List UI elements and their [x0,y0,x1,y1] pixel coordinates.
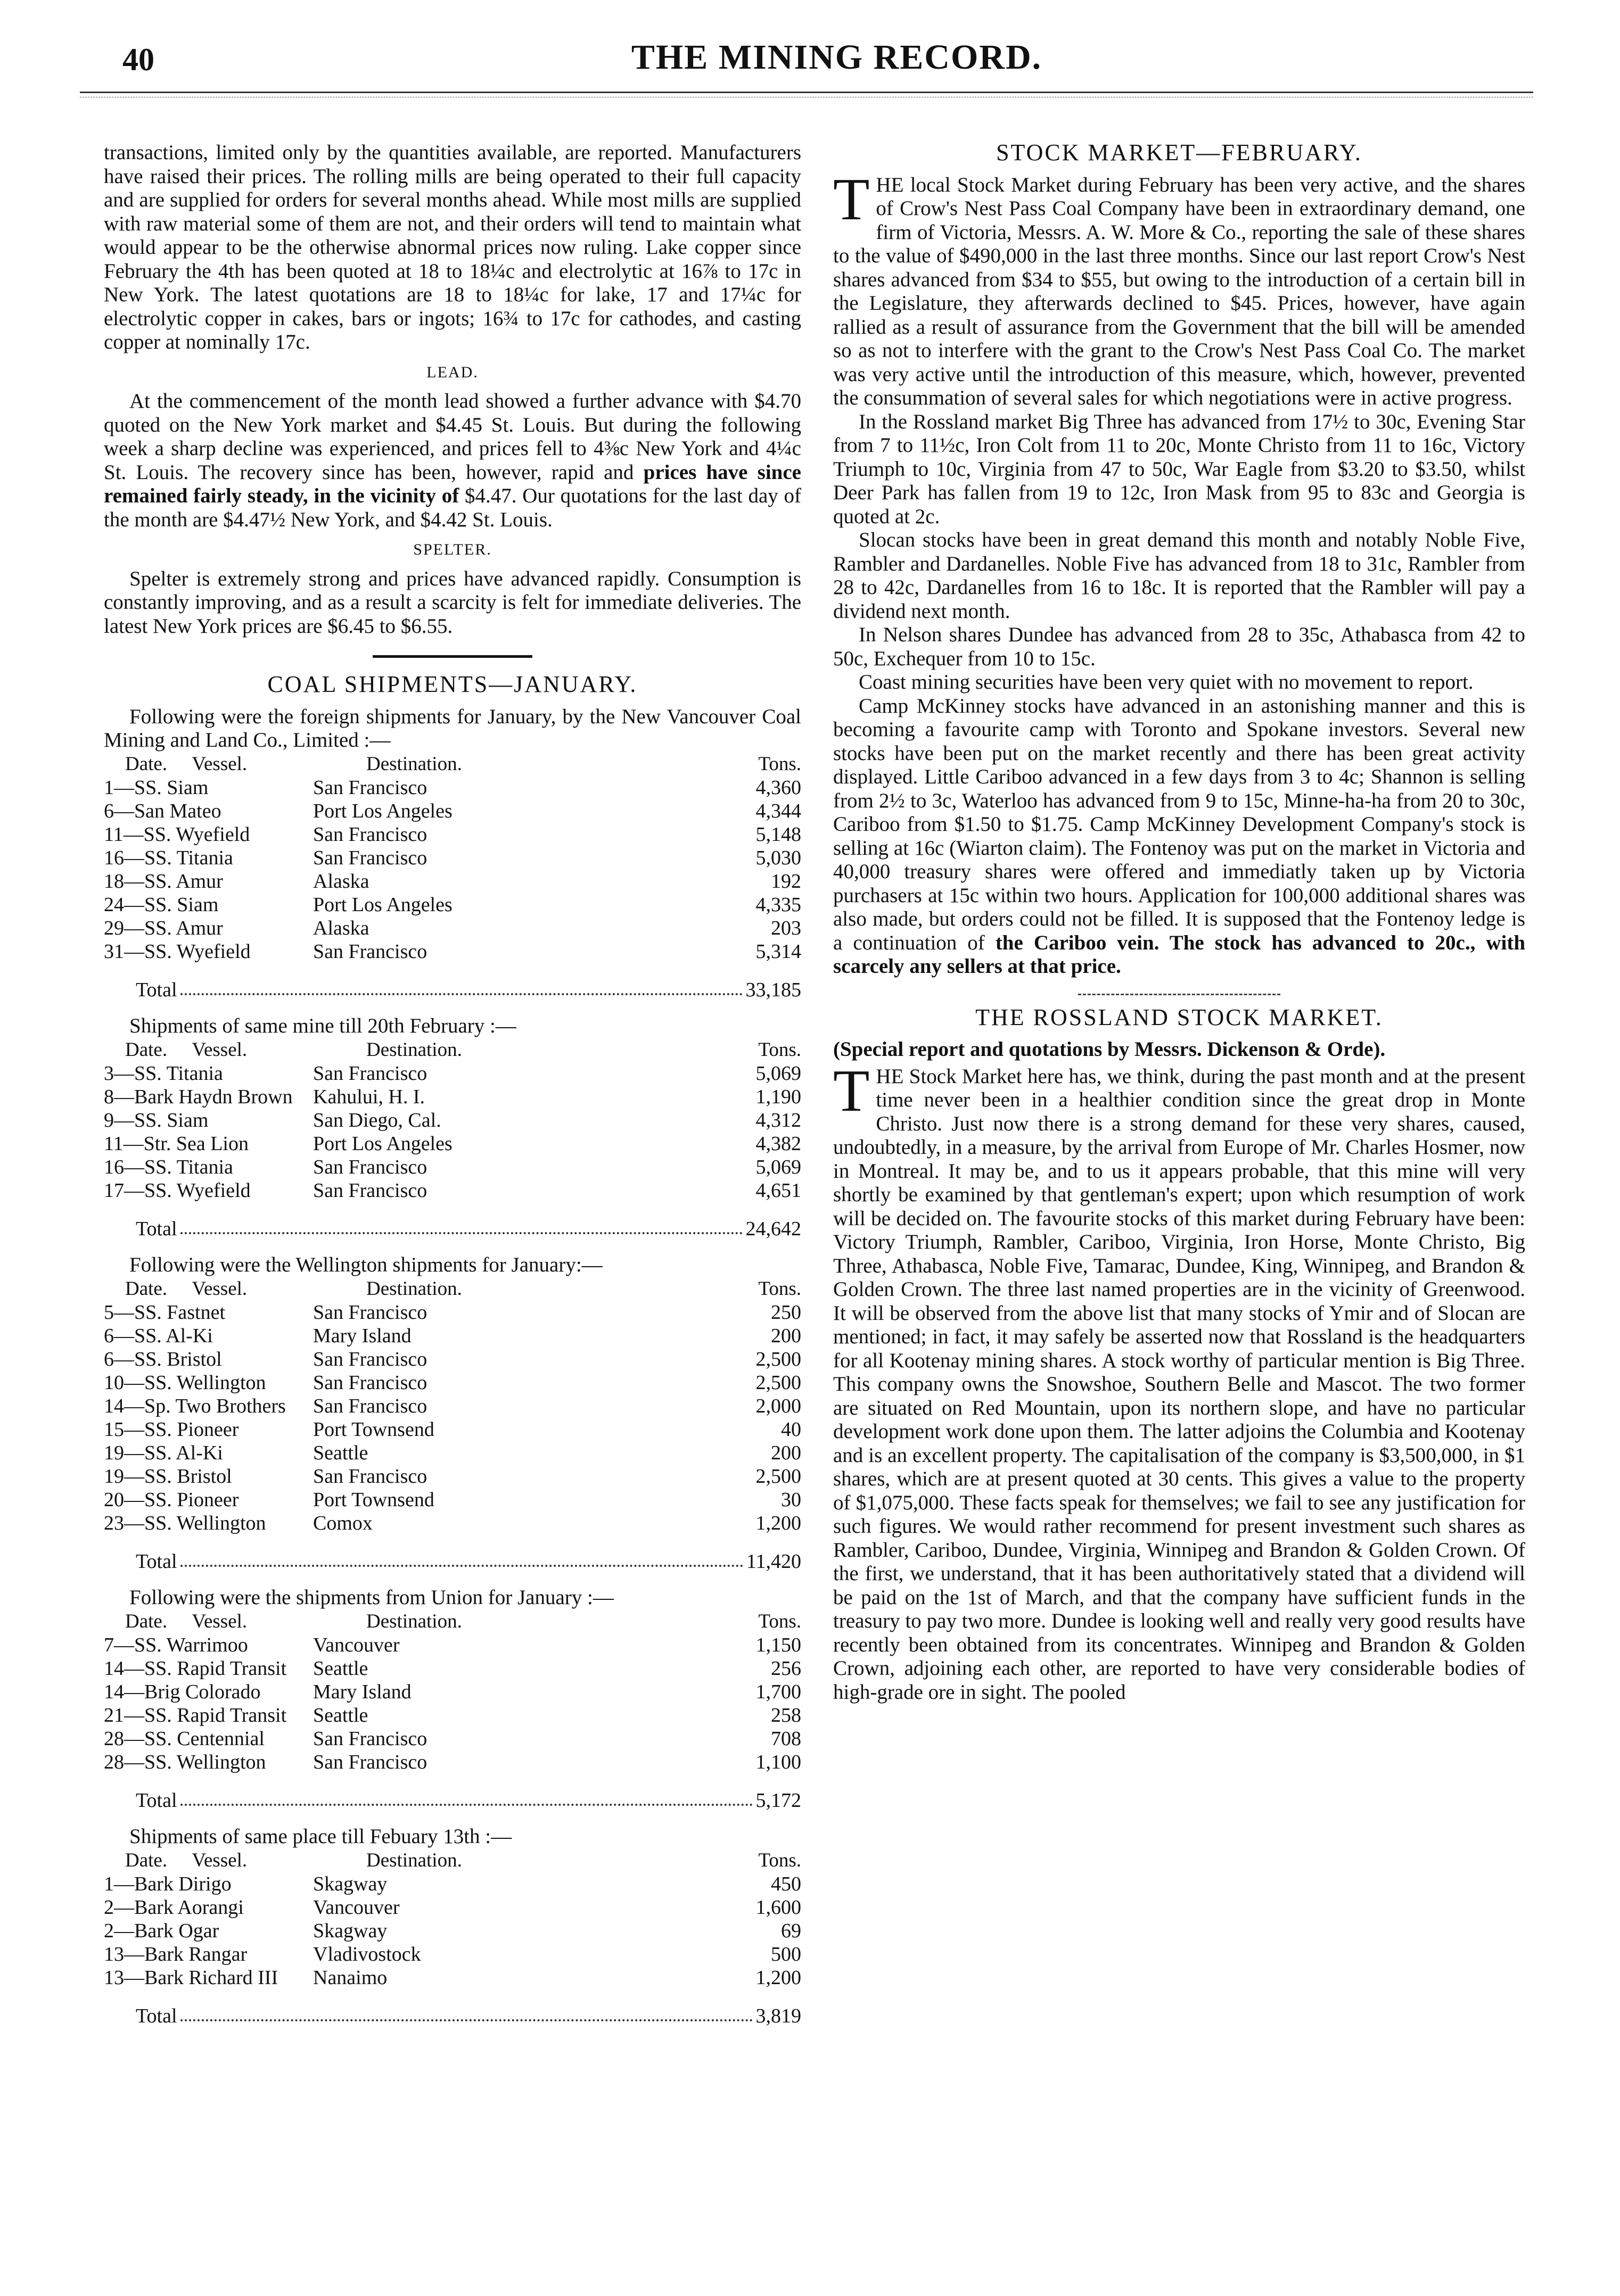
row-tons: 4,312 [755,1109,801,1132]
row-destination: Skagway [313,1872,388,1895]
lead-text: At the commencement of the month lead showed a further advance with $4.70 quoted on the New York market and $4.45 St. Louis. But during the following week a sharp decline was experienced, and prices fell to 4⅜c New York and 4¼c St. Louis. The recovery since has been, however, rapid and [104,390,801,484]
table-row [104,1657,801,1680]
col-tons: Tons. [758,1277,801,1300]
table-row [104,823,801,846]
row-destination: Port Townsend [313,1488,434,1511]
row-destination: San Francisco [313,940,427,963]
total-label: Total [136,1789,177,1812]
leader-dots [180,1550,743,1567]
union-january-table [104,1610,801,1774]
row-tons: 5,069 [755,1062,801,1085]
row-vessel: 14—Sp. Two Brothers [104,1394,286,1417]
row-tons: 500 [771,1943,801,1965]
row-destination: Vladivostock [313,1943,421,1965]
lead-heading: LEAD. [426,363,479,381]
new-vancouver-january-table [104,753,801,963]
row-vessel: 10—SS. Wellington [104,1371,266,1394]
col-date: Date. [125,753,168,775]
row-tons: 5,030 [755,846,801,869]
table-header-row [104,1849,801,1872]
union-february-table [104,1849,801,1989]
total-value: 11,420 [746,1550,801,1573]
row-destination: Mary Island [313,1324,412,1347]
table-row [104,1896,801,1919]
union-january-total [104,1789,801,1813]
col-vessel: Vessel. [192,1610,248,1632]
row-destination: Port Los Angeles [313,1132,453,1155]
row-vessel: 24—SS. Siam [104,893,219,916]
col-tons: Tons. [758,1038,801,1061]
row-tons: 4,344 [755,799,801,822]
total-value: 5,172 [755,1789,801,1812]
union-february-intro: Shipments of same place till Febuary 13th :— [129,1825,512,1848]
col-vessel: Vessel. [192,1038,248,1061]
row-vessel: 16—SS. Titania [104,846,233,869]
row-tons: 69 [781,1919,801,1942]
col-destination: Destination. [366,753,462,775]
table-row [104,1872,801,1896]
coal-intro: Following were the foreign shipments for January, by the New Vancouver Coal Mining and Land Co., Limited :— [104,705,801,751]
table-row [104,1465,801,1488]
row-tons: 200 [771,1324,801,1347]
row-vessel: 11—SS. Wyefield [104,823,250,846]
row-vessel: 15—SS. Pioneer [104,1418,239,1441]
row-vessel: 3—SS. Titania [104,1062,223,1085]
row-vessel: 11—Str. Sea Lion [104,1132,249,1155]
table-row [104,1727,801,1750]
row-vessel: 6—San Mateo [104,799,221,822]
row-tons: 2,000 [755,1394,801,1417]
table-row [104,1348,801,1371]
row-vessel: 28—SS. Wellington [104,1750,266,1773]
total-label: Total [136,1550,177,1573]
row-destination: Alaska [313,916,369,939]
table-row [104,799,801,823]
row-destination: Seattle [313,1704,368,1727]
table-row [104,940,801,963]
row-vessel: 1—Bark Dirigo [104,1872,232,1895]
table-row [104,1324,801,1348]
row-destination: Port Los Angeles [313,799,453,822]
row-destination: Port Townsend [313,1418,434,1441]
table-row [104,893,801,916]
row-destination: San Francisco [313,1465,427,1488]
row-destination: Alaska [313,870,369,893]
table-row [104,846,801,870]
row-tons: 2,500 [755,1465,801,1488]
row-destination: San Francisco [313,1301,427,1324]
page-header [122,37,1551,75]
col-date: Date. [125,1849,168,1871]
row-vessel: 19—SS. Bristol [104,1465,232,1488]
row-destination: San Francisco [313,1348,427,1370]
total-value: 3,819 [755,2004,801,2027]
stock-paragraph-2: In the Rossland market Big Three has advanced from 17½ to 30c, Evening Star from 7 to 11½c, Iron Colt from 11 to 20c, Monte Christo from 11 to 16c, Victory Triumph to 10c, Virginia from 47 to 50c, War Eagle from $3.20 to $3.50, whilst Deer Park has fallen from 19 to 12c, Iron Mask from 95 to 83c and Georgia is quoted at 2c. [833,410,1525,528]
row-vessel: 14—SS. Rapid Transit [104,1657,287,1680]
left-column [104,141,801,2028]
total-value: 24,642 [745,1217,801,1240]
row-vessel: 29—SS. Amur [104,916,223,939]
table-row [104,1966,801,1989]
col-vessel: Vessel. [192,753,248,775]
row-destination: San Francisco [313,1371,427,1394]
lead-text-end: $4.47. Our quotations for the last day of the month are $4.47½ New York, and $4.42 St. Louis. [104,484,801,531]
table-header-row [104,1038,801,1062]
row-tons: 5,148 [755,823,801,846]
lead-text-bold: prices have since remained fairly steady, in the vicinity of [104,460,801,507]
leader-dots [180,1217,743,1235]
row-vessel: 13—Bark Richard III [104,1966,278,1989]
col-date: Date. [125,1277,168,1300]
row-tons: 1,150 [755,1633,801,1656]
table-row [104,1394,801,1418]
col-tons: Tons. [758,1849,801,1871]
stock-paragraph-5: Coast mining securities have been very quiet with no movement to report. [859,671,1474,693]
table-row [104,870,801,893]
table-row [104,1919,801,1943]
row-vessel: 6—SS. Al-Ki [104,1324,213,1347]
row-tons: 1,190 [755,1085,801,1108]
table-row [104,1085,801,1109]
table-row [104,1704,801,1727]
row-tons: 203 [771,916,801,939]
table-row [104,1062,801,1085]
row-tons: 1,600 [755,1896,801,1919]
section-divider [373,655,532,658]
table-header-row [104,1277,801,1301]
row-tons: 30 [781,1488,801,1511]
row-destination: San Francisco [313,1727,427,1750]
col-destination: Destination. [366,1849,462,1871]
row-vessel: 16—SS. Titania [104,1155,233,1178]
stock-market-title: STOCK MARKET—FEBRUARY. [996,139,1362,166]
leader-dots [180,1789,753,1806]
wellington-table [104,1277,801,1535]
row-vessel: 2—Bark Ogar [104,1919,219,1942]
coal-shipments-title: COAL SHIPMENTS—JANUARY. [267,671,638,697]
table-header-row [104,1610,801,1633]
row-tons: 708 [771,1727,801,1750]
row-vessel: 5—SS. Fastnet [104,1301,226,1324]
row-destination: Comox [313,1512,373,1534]
col-date: Date. [125,1610,168,1632]
row-tons: 192 [771,870,801,893]
row-tons: 1,700 [755,1680,801,1703]
leader-dots [180,978,743,996]
col-destination: Destination. [366,1038,462,1061]
spelter-paragraph: Spelter is extremely strong and prices have advanced rapidly. Consumption is constantly improving, and as a result a scarcity is felt for immediate deliveries. The latest New York prices are $6.45 to $6.55. [104,567,801,638]
row-destination: San Francisco [313,1750,427,1773]
copper-paragraph: transactions, limited only by the quantities available, are reported. Manufacturers have raised their prices. The rolling mills are being operated to their full capacity and are supplied for orders for several months ahead. While most mills are supplied with raw material some of them are not, and their orders will tend to maintain what would appear to be the otherwise abnormal prices now ruling. Lake copper since February the 4th has been quoted at 18 to 18¼c and electrolytic at 16⅞ to 17c in New York. The latest quotations are 18 to 18¼c for lake, 17 and 17¼c for electrolytic copper in cakes, bars or ingots; 16¾ to 17c for cathodes, and casting copper at nominally 17c. [104,141,801,353]
row-vessel: 2—Bark Aorangi [104,1896,244,1919]
row-vessel: 9—SS. Siam [104,1109,209,1132]
row-vessel: 7—SS. Warrimoo [104,1633,248,1656]
col-tons: Tons. [758,753,801,775]
row-tons: 4,382 [755,1132,801,1155]
section-divider [1078,994,1280,995]
row-vessel: 23—SS. Wellington [104,1512,266,1534]
new-vancouver-february-intro: Shipments of same mine till 20th February :— [129,1014,516,1037]
wellington-total [104,1550,801,1574]
col-vessel: Vessel. [192,1849,248,1871]
row-destination: Vancouver [313,1633,400,1656]
row-destination: Port Los Angeles [313,893,453,916]
col-tons: Tons. [758,1610,801,1632]
row-tons: 4,360 [755,776,801,799]
table-row [104,1132,801,1155]
row-destination: Nanaimo [313,1966,388,1989]
total-value: 33,185 [745,978,801,1001]
row-tons: 258 [771,1704,801,1727]
table-row [104,1301,801,1324]
row-destination: Vancouver [313,1896,400,1919]
row-vessel: 19—SS. Al-Ki [104,1441,223,1464]
row-vessel: 8—Bark Haydn Brown [104,1085,293,1108]
rossland-subtitle: (Special report and quotations by Messrs. Dickenson & Orde). [833,1038,1386,1061]
row-destination: San Diego, Cal. [313,1109,441,1132]
row-destination: San Francisco [313,1062,427,1085]
row-vessel: 13—Bark Rangar [104,1943,248,1965]
row-tons: 1,100 [755,1750,801,1773]
row-tons: 2,500 [755,1371,801,1394]
row-destination: San Francisco [313,846,427,869]
drop-cap: T [833,1058,870,1124]
row-tons: 2,500 [755,1348,801,1370]
row-tons: 5,069 [755,1155,801,1178]
rossland-title: THE ROSSLAND STOCK MARKET. [975,1004,1383,1030]
row-tons: 250 [771,1301,801,1324]
union-intro: Following were the shipments from Union for January :— [129,1586,614,1609]
table-row [104,1488,801,1512]
row-tons: 4,651 [755,1179,801,1202]
table-row [104,776,801,799]
new-vancouver-january-total [104,978,801,1002]
row-tons: 5,314 [755,940,801,963]
col-destination: Destination. [366,1610,462,1632]
rossland-paragraph-text: HE Stock Market here has, we think, during the past month and at the present time never been in a healthier condition since the great drop in Monte Christo. Just now there is a strong demand for these very shares, caused, undoubtedly, in a measure, by the arrival from Europe of Mr. Charles Hosmer, now in Montreal. It may be, and to us it appears probable, that this mine will very shortly be examined by that gentleman's expert; upon which resumption of work will be decided on. The favourite stocks of this market during February have been: Victory Triumph, Rambler, Cariboo, Virginia, Iron Horse, Monte Christo, Big Three, Athabasca, Noble Five, Tamarac, Dundee, King, Winnipeg, and Brandon & Golden Crown. The three last named properties are in the vicinity of Greenwood. It will be observed from the above list that many stocks of Ymir and of Slocan are mentioned; in fact, it may safely be asserted now that Rossland is the headquarters for all Kootenay mining shares. A stock worthy of particular mention is Big Three. This company owns the Snowshoe, Southern Belle and Mascot. The two former are situated on Red Mountain, upon its northern slope, and have no particular development work done upon them. The latter adjoins the Columbia and Kootenay and is an excellent property. The capitalisation of the company is $3,500,000, in $1 shares, which are at present quoted at 30 cents. This gives a value to the property of $1,075,000. These facts speak for themselves; we fail to see any justification for such figures. We would rather recommend for present investment such shares as Rambler, Cariboo, Dundee, Virginia, Winnipeg and Brandon & Golden Crown. Of the first, we understand, that it has been authoritatively stated that a dividend will be paid on the 1st of March, and that the company have sufficient funds in the treasury to pay two more. Dundee is looking well and really very good results have recently been obtained from its concentrates. Winnipeg and Brandon & Golden Crown, adjoining each other, are reported to have very considerable bodies of high-grade ore in sight. The pooled [833,1064,1525,1704]
row-vessel: 21—SS. Rapid Transit [104,1704,287,1727]
row-vessel: 1—SS. Siam [104,776,209,799]
row-tons: 40 [781,1418,801,1441]
row-destination: San Francisco [313,1179,427,1202]
table-row [104,1155,801,1179]
wellington-intro: Following were the Wellington shipments for January:— [129,1253,603,1276]
col-vessel: Vessel. [192,1277,248,1300]
row-destination: San Francisco [313,823,427,846]
rossland-paragraph [833,1058,1525,1705]
row-destination: San Francisco [313,1155,427,1178]
row-destination: San Francisco [313,1394,427,1417]
table-row [104,1109,801,1132]
row-tons: 450 [771,1872,801,1895]
page-number: 40 [122,42,154,77]
row-vessel: 14—Brig Colorado [104,1680,261,1703]
new-vancouver-february-total [104,1217,801,1241]
total-label: Total [136,1217,177,1240]
table-row [104,1750,801,1774]
leader-dots [180,2004,753,2022]
row-tons: 4,335 [755,893,801,916]
row-vessel: 20—SS. Pioneer [104,1488,239,1511]
row-destination: Kahului, H. I. [313,1085,425,1108]
header-rule [80,92,1533,93]
stock-paragraph-6 [833,695,1525,979]
row-vessel: 6—SS. Bristol [104,1348,222,1370]
stock-paragraph-6-bold: the Cariboo vein. The stock has advanced to 20c., with scarcely any sellers at that price. [833,931,1526,978]
col-date: Date. [125,1038,168,1061]
new-vancouver-february-table [104,1038,801,1202]
table-row [104,1943,801,1966]
row-vessel: 17—SS. Wyefield [104,1179,251,1202]
total-label: Total [136,2004,177,2027]
table-row [104,1441,801,1465]
table-header-row [104,753,801,776]
row-tons: 256 [771,1657,801,1680]
journal-title: THE MINING RECORD. [631,38,1042,77]
right-column [833,141,1525,1704]
table-row [104,1371,801,1394]
row-vessel: 31—SS. Wyefield [104,940,251,963]
row-tons: 1,200 [755,1512,801,1534]
table-row [104,1418,801,1441]
stock-paragraph-1-text: HE local Stock Market during February has been very active, and the shares of Crow's Nest Pass Coal Company have been in extraordinary demand, one firm of Victoria, Messrs. A. W. More & Co., reporting the sale of these shares to the value of $490,000 in the last three months. Since our last report Crow's Nest shares advanced from $34 to $55, but owing to the introduction of a certain bill in the Legislature, they afterwards declined to $45. Prices, however, have again rallied as a result of assurance from the Government that the bill will be amended so as not to interfere with the grant to the Crow's Nest Pass Coal Co. The market was very active until the introduction of this measure, which, however, prevented the consummation of several sales for which negotiations were in active progress. [833,173,1525,409]
row-vessel: 28—SS. Centennial [104,1727,265,1750]
row-destination: Seattle [313,1657,368,1680]
row-destination: Seattle [313,1441,368,1464]
total-label: Total [136,978,177,1001]
row-tons: 1,200 [755,1966,801,1989]
row-vessel: 18—SS. Amur [104,870,223,893]
union-february-total [104,2004,801,2028]
row-destination: San Francisco [313,776,427,799]
spelter-heading: SPELTER. [413,541,492,558]
row-tons: 200 [771,1441,801,1464]
col-destination: Destination. [366,1277,462,1300]
stock-paragraph-4: In Nelson shares Dundee has advanced from 28 to 35c, Athabasca from 42 to 50c, Exchequer from 10 to 15c. [833,623,1525,670]
row-destination: Mary Island [313,1680,412,1703]
table-row [104,1633,801,1657]
stock-paragraph-6-text: Camp McKinney stocks have advanced in an astonishing manner and this is becoming a favourite camp with Toronto and Spokane investors. Several new stocks have been put on the market recently and there has been great activity displayed. Little Cariboo advanced in a few days from 3 to 4c; Shannon is selling from 2½ to 3c, Waterloo has advanced from 9 to 15c, Minne-ha-ha from 20 to 30c, Cariboo from $1.50 to $1.75. Camp McKinney Development Company's stock is selling at 16c (Wiarton claim). The Fontenoy was put on the market in Victoria and 40,000 treasury shares were offered and immediatly taken up by Victoria purchasers at 15c within two hours. Application for 100,000 additional shares was also made, but orders could not be filled. It is supposed that the Fontenoy ledge is a continuation of [833,694,1525,954]
table-row [104,1512,801,1535]
lead-paragraph [104,390,801,532]
table-row [104,916,801,940]
table-row [104,1680,801,1704]
row-destination: Skagway [313,1919,388,1942]
drop-cap: T [833,166,870,233]
table-row [104,1179,801,1202]
stock-paragraph-1 [833,166,1525,410]
stock-paragraph-3: Slocan stocks have been in great demand this month and notably Noble Five, Rambler and Dardanelles. Noble Five has advanced from 18 to 31c, Rambler from 28 to 42c, Dardanelles from 16 to 18c. It is reported that the Rambler will pay a dividend next month. [833,528,1525,623]
